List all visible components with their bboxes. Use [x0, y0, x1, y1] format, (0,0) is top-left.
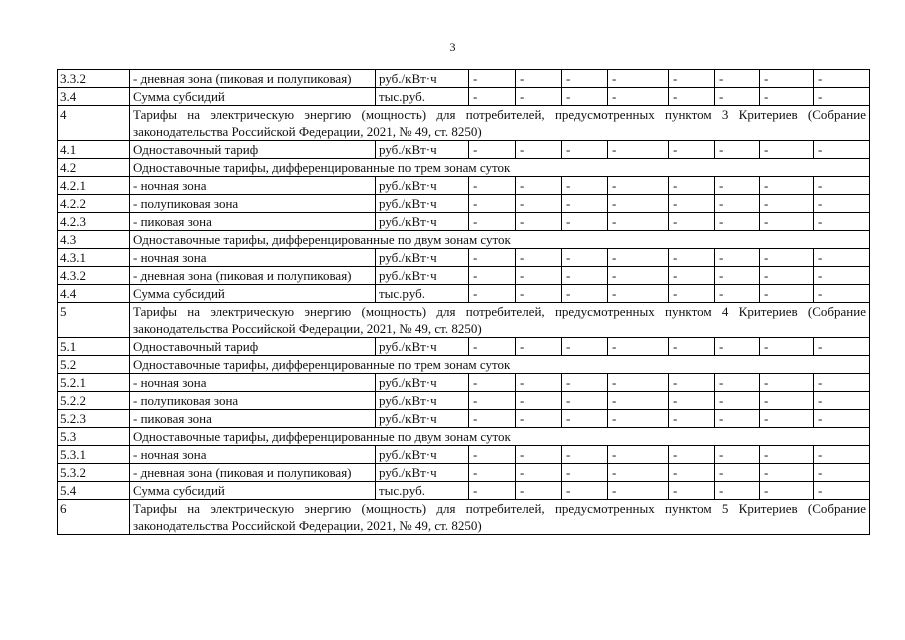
value-cell: -: [760, 70, 814, 88]
value-cell: -: [814, 213, 870, 231]
value-cell: -: [516, 267, 562, 285]
row-unit: тыс.руб.: [376, 88, 469, 106]
value-cell: -: [562, 464, 608, 482]
value-cell: -: [469, 70, 516, 88]
value-cell: -: [715, 374, 760, 392]
value-cell: -: [608, 177, 669, 195]
value-cell: -: [715, 213, 760, 231]
section-title: Одноставочные тарифы, дифференцированные по трем зонам суток: [130, 356, 870, 374]
row-number: 4.3.2: [58, 267, 130, 285]
value-cell: -: [715, 410, 760, 428]
table-row: [58, 338, 870, 356]
value-cell: -: [516, 446, 562, 464]
value-cell: -: [562, 213, 608, 231]
table-row: [58, 374, 870, 392]
row-unit: руб./кВт·ч: [376, 213, 469, 231]
row-unit: руб./кВт·ч: [376, 141, 469, 159]
section-row: [58, 428, 870, 446]
value-cell: -: [814, 88, 870, 106]
value-cell: -: [562, 482, 608, 500]
value-cell: -: [715, 338, 760, 356]
section-row: [58, 231, 870, 249]
value-cell: -: [516, 177, 562, 195]
value-cell: -: [669, 285, 715, 303]
row-unit: руб./кВт·ч: [376, 249, 469, 267]
row-name: Сумма субсидий: [130, 88, 376, 106]
value-cell: -: [669, 249, 715, 267]
value-cell: -: [608, 464, 669, 482]
row-number: 4.3.1: [58, 249, 130, 267]
value-cell: -: [562, 70, 608, 88]
value-cell: -: [469, 392, 516, 410]
row-number: 5.3: [58, 428, 130, 446]
row-name: - пиковая зона: [130, 213, 376, 231]
section-title: Тарифы на электрическую энергию (мощность) для потребителей, предусмотренных пунктом 3 Критериев (Собрание законодательства Российской Федерации, 2021, № 49, ст. 8250): [130, 106, 870, 141]
table-row: [58, 249, 870, 267]
value-cell: -: [562, 141, 608, 159]
value-cell: -: [715, 482, 760, 500]
value-cell: -: [516, 392, 562, 410]
row-number: 4: [58, 106, 130, 141]
value-cell: -: [608, 70, 669, 88]
value-cell: -: [516, 410, 562, 428]
value-cell: -: [608, 392, 669, 410]
table-row: [58, 177, 870, 195]
value-cell: -: [760, 177, 814, 195]
value-cell: -: [669, 70, 715, 88]
value-cell: -: [814, 177, 870, 195]
row-name: - дневная зона (пиковая и полупиковая): [130, 267, 376, 285]
value-cell: -: [669, 410, 715, 428]
value-cell: -: [760, 267, 814, 285]
value-cell: -: [516, 482, 562, 500]
value-cell: -: [760, 464, 814, 482]
section-title: Тарифы на электрическую энергию (мощность) для потребителей, предусмотренных пунктом 5 Критериев (Собрание законодательства Российской Федерации, 2021, № 49, ст. 8250): [130, 500, 870, 535]
value-cell: -: [469, 249, 516, 267]
value-cell: -: [469, 446, 516, 464]
value-cell: -: [814, 446, 870, 464]
value-cell: -: [608, 195, 669, 213]
value-cell: -: [562, 249, 608, 267]
table-row: [58, 392, 870, 410]
value-cell: -: [715, 70, 760, 88]
value-cell: -: [669, 177, 715, 195]
value-cell: -: [608, 213, 669, 231]
row-unit: руб./кВт·ч: [376, 464, 469, 482]
value-cell: -: [715, 177, 760, 195]
value-cell: -: [760, 88, 814, 106]
row-number: 4.2: [58, 159, 130, 177]
table-row: [58, 70, 870, 88]
value-cell: -: [469, 195, 516, 213]
value-cell: -: [516, 464, 562, 482]
value-cell: -: [608, 374, 669, 392]
row-number: 3.3.2: [58, 70, 130, 88]
table-row: [58, 88, 870, 106]
value-cell: -: [469, 482, 516, 500]
value-cell: -: [715, 195, 760, 213]
row-name: - полупиковая зона: [130, 392, 376, 410]
value-cell: -: [814, 392, 870, 410]
value-cell: -: [715, 88, 760, 106]
value-cell: -: [715, 464, 760, 482]
value-cell: -: [562, 338, 608, 356]
section-row: [58, 500, 870, 535]
value-cell: -: [814, 410, 870, 428]
row-number: 4.2.2: [58, 195, 130, 213]
row-name: - пиковая зона: [130, 410, 376, 428]
value-cell: -: [608, 88, 669, 106]
value-cell: -: [814, 70, 870, 88]
table-row: [58, 213, 870, 231]
table-row: [58, 410, 870, 428]
value-cell: -: [814, 338, 870, 356]
row-number: 4.1: [58, 141, 130, 159]
row-name: - ночная зона: [130, 249, 376, 267]
tariff-table: [57, 69, 870, 535]
row-number: 5.1: [58, 338, 130, 356]
value-cell: -: [608, 338, 669, 356]
value-cell: -: [562, 195, 608, 213]
row-number: 4.2.1: [58, 177, 130, 195]
section-title: Одноставочные тарифы, дифференцированные по двум зонам суток: [130, 231, 870, 249]
value-cell: -: [469, 410, 516, 428]
value-cell: -: [516, 141, 562, 159]
value-cell: -: [608, 267, 669, 285]
value-cell: -: [669, 141, 715, 159]
value-cell: -: [516, 374, 562, 392]
row-number: 5: [58, 303, 130, 338]
section-row: [58, 303, 870, 338]
table-row: [58, 446, 870, 464]
value-cell: -: [760, 249, 814, 267]
value-cell: -: [669, 88, 715, 106]
row-number: 6: [58, 500, 130, 535]
value-cell: -: [608, 249, 669, 267]
row-name: - дневная зона (пиковая и полупиковая): [130, 464, 376, 482]
row-name: Сумма субсидий: [130, 482, 376, 500]
value-cell: -: [516, 88, 562, 106]
value-cell: -: [760, 446, 814, 464]
row-name: Сумма субсидий: [130, 285, 376, 303]
value-cell: -: [715, 285, 760, 303]
value-cell: -: [608, 141, 669, 159]
table-row: [58, 195, 870, 213]
value-cell: -: [669, 482, 715, 500]
tariff-table-body: [58, 70, 870, 535]
value-cell: -: [760, 410, 814, 428]
row-number: 5.2.3: [58, 410, 130, 428]
value-cell: -: [715, 392, 760, 410]
value-cell: -: [760, 213, 814, 231]
section-row: [58, 106, 870, 141]
value-cell: -: [715, 141, 760, 159]
row-name: - полупиковая зона: [130, 195, 376, 213]
value-cell: -: [760, 482, 814, 500]
row-unit: руб./кВт·ч: [376, 374, 469, 392]
value-cell: -: [669, 464, 715, 482]
value-cell: -: [516, 213, 562, 231]
section-title: Одноставочные тарифы, дифференцированные по трем зонам суток: [130, 159, 870, 177]
row-name: - ночная зона: [130, 177, 376, 195]
section-title: Тарифы на электрическую энергию (мощность) для потребителей, предусмотренных пунктом 4 Критериев (Собрание законодательства Российской Федерации, 2021, № 49, ст. 8250): [130, 303, 870, 338]
row-name: Одноставочный тариф: [130, 141, 376, 159]
value-cell: -: [669, 213, 715, 231]
value-cell: -: [715, 446, 760, 464]
value-cell: -: [760, 141, 814, 159]
value-cell: -: [760, 285, 814, 303]
value-cell: -: [516, 285, 562, 303]
value-cell: -: [608, 482, 669, 500]
row-unit: руб./кВт·ч: [376, 392, 469, 410]
value-cell: -: [469, 464, 516, 482]
table-row: [58, 482, 870, 500]
table-row: [58, 267, 870, 285]
row-number: 5.2.2: [58, 392, 130, 410]
value-cell: -: [669, 374, 715, 392]
value-cell: -: [562, 374, 608, 392]
row-number: 5.2.1: [58, 374, 130, 392]
value-cell: -: [562, 285, 608, 303]
value-cell: -: [814, 464, 870, 482]
row-name: Одноставочный тариф: [130, 338, 376, 356]
value-cell: -: [760, 338, 814, 356]
value-cell: -: [562, 88, 608, 106]
value-cell: -: [814, 285, 870, 303]
page-number: 3: [449, 40, 456, 54]
value-cell: -: [562, 177, 608, 195]
row-number: 4.4: [58, 285, 130, 303]
row-unit: руб./кВт·ч: [376, 446, 469, 464]
value-cell: -: [469, 213, 516, 231]
row-unit: руб./кВт·ч: [376, 267, 469, 285]
row-name: - ночная зона: [130, 374, 376, 392]
value-cell: -: [760, 195, 814, 213]
row-number: 5.4: [58, 482, 130, 500]
table-row: [58, 285, 870, 303]
value-cell: -: [562, 392, 608, 410]
row-unit: руб./кВт·ч: [376, 70, 469, 88]
row-number: 4.3: [58, 231, 130, 249]
value-cell: -: [669, 446, 715, 464]
value-cell: -: [608, 410, 669, 428]
row-unit: тыс.руб.: [376, 285, 469, 303]
value-cell: -: [516, 249, 562, 267]
value-cell: -: [669, 392, 715, 410]
row-unit: руб./кВт·ч: [376, 195, 469, 213]
value-cell: -: [814, 374, 870, 392]
value-cell: -: [469, 177, 516, 195]
value-cell: -: [469, 374, 516, 392]
value-cell: -: [814, 482, 870, 500]
value-cell: -: [469, 338, 516, 356]
value-cell: -: [814, 141, 870, 159]
row-number: 5.2: [58, 356, 130, 374]
value-cell: -: [469, 88, 516, 106]
row-number: 4.2.3: [58, 213, 130, 231]
section-title: Одноставочные тарифы, дифференцированные по двум зонам суток: [130, 428, 870, 446]
value-cell: -: [814, 249, 870, 267]
value-cell: -: [669, 267, 715, 285]
row-unit: руб./кВт·ч: [376, 177, 469, 195]
value-cell: -: [669, 338, 715, 356]
value-cell: -: [669, 195, 715, 213]
value-cell: -: [562, 446, 608, 464]
value-cell: -: [469, 141, 516, 159]
value-cell: -: [516, 338, 562, 356]
value-cell: -: [715, 267, 760, 285]
value-cell: -: [608, 446, 669, 464]
value-cell: -: [715, 249, 760, 267]
row-unit: руб./кВт·ч: [376, 338, 469, 356]
row-unit: руб./кВт·ч: [376, 410, 469, 428]
value-cell: -: [814, 267, 870, 285]
value-cell: -: [469, 267, 516, 285]
row-number: 3.4: [58, 88, 130, 106]
row-number: 5.3.2: [58, 464, 130, 482]
value-cell: -: [814, 195, 870, 213]
value-cell: -: [516, 70, 562, 88]
row-name: - ночная зона: [130, 446, 376, 464]
section-row: [58, 356, 870, 374]
row-name: - дневная зона (пиковая и полупиковая): [130, 70, 376, 88]
table-row: [58, 141, 870, 159]
value-cell: -: [562, 410, 608, 428]
value-cell: -: [562, 267, 608, 285]
value-cell: -: [516, 195, 562, 213]
value-cell: -: [608, 285, 669, 303]
row-number: 5.3.1: [58, 446, 130, 464]
value-cell: -: [760, 374, 814, 392]
section-row: [58, 159, 870, 177]
row-unit: тыс.руб.: [376, 482, 469, 500]
value-cell: -: [760, 392, 814, 410]
value-cell: -: [469, 285, 516, 303]
table-row: [58, 464, 870, 482]
